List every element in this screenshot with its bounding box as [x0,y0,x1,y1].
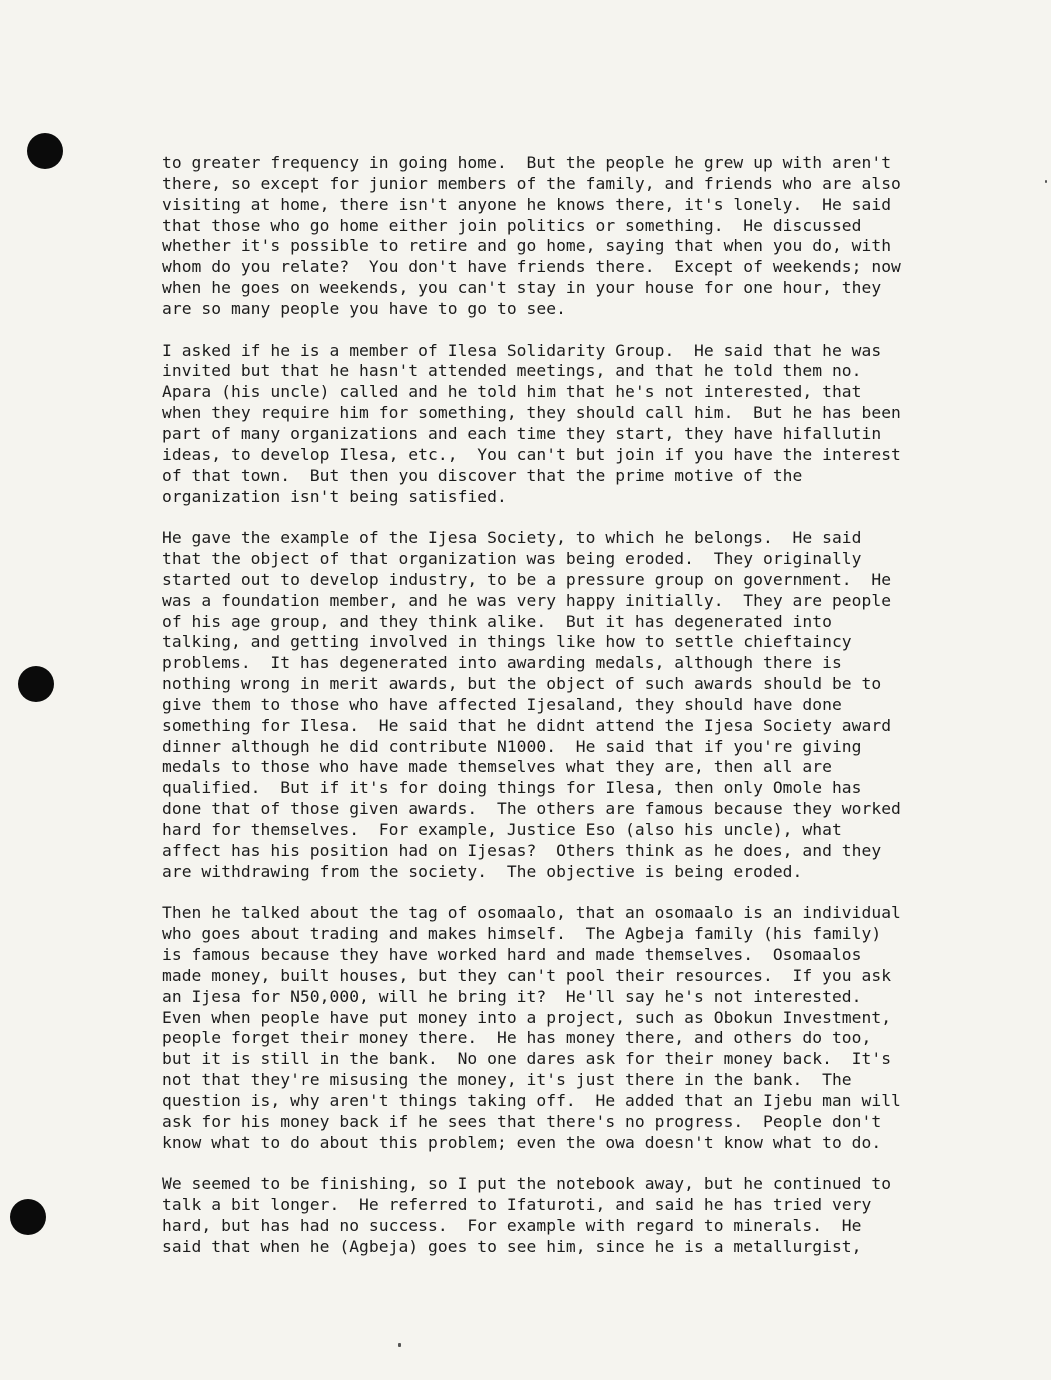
paragraph-ijesa-society: He gave the example of the Ijesa Society, to which he belongs. He said that the object of that organization was being eroded. They originally started out to develop industry, to be a pressure group on government. He was a foundation member, and he was very happy initially. They are people of his age group, and they think alike. But it has degenerated into talking, and getting involved in things like how to settle chieftaincy problems. It has degenerated into awarding medals, although there is nothing wrong in merit awards, but the object of such awards should be to give them to those who have affected Ijesaland, they should have done something for Ilesa. He said that he didnt attend the Ijesa Society award dinner although he did contribute N1000. He said that if you're giving medals to those who have made themselves what they are, then all are qualified. But if it's for doing things for Ilesa, then only Omole has done that of those given awards. The others are famous because they worked hard for themselves. For example, Justice Eso (also his uncle), what affect has his position had on Ijesas? Others think as he does, and they are withdrawing from the society. The objective is being eroded. [162,528,901,881]
paragraph-ilesa-solidarity-group: I asked if he is a member of Ilesa Solidarity Group. He said that he was invited but that he hasn't attended meetings, and that he told them no. Apara (his uncle) called and he told him that he's not interested, that when they require him for something, they should call him. But he has been part of many organizations and each time they start, they have hifallutin ideas, to develop Ilesa, etc., You can't but join if you have the interest of that town. But then you discover that the prime motive of the organization isn't being satisfied. [162,340,901,506]
typed-text-body [162,153,962,1279]
ink-speck [1045,180,1047,183]
punch-hole [27,133,63,169]
paragraph-ifaturoti: We seemed to be finishing, so I put the notebook away, but he continued to talk a bit longer. He referred to Ifaturoti, and said he has tried very hard, but has had no success. For example with regard to minerals. He said that when he (Agbeja) goes to see him, since he is a metallurgist, [162,1174,892,1256]
punch-hole [18,666,54,702]
paragraph-osomaalo: Then he talked about the tag of osomaalo, that an osomaalo is an individual who goes about trading and makes himself. The Agbeja family (his family) is famous because they have worked hard and made themselves. Osomaalos made money, built houses, but they can't pool their resources. If you ask an Ijesa for N50,000, will he bring it? He'll say he's not interested. Even when people have put money into a project, such as Obokun Investment, people forget their money there. He has money there, and others do too, but it is still in the bank. No one dares ask for their money back. It's not that they're misusing the money, it's just there in the bank. The question is, why aren't things taking off. He added that an Ijebu man will ask for his money back if he sees that there's no progress. People don't know what to do about this problem; even the owa doesn't know what to do. [162,903,901,1152]
ink-speck [398,1343,401,1347]
paragraph-going-home: to greater frequency in going home. But the people he grew up with aren't there, so except for junior members of the family, and friends who are also visiting at home, there isn't anyone he knows there, it's lonely. He said that those who go home either join politics or something. He discussed whether it's possible to retire and go home, saying that when you do, with whom do you relate? You don't have friends there. Except of weekends; now when he goes on weekends, you can't stay in your house for one hour, they are so many people you have to go to see. [162,153,901,318]
punch-hole [10,1199,46,1235]
